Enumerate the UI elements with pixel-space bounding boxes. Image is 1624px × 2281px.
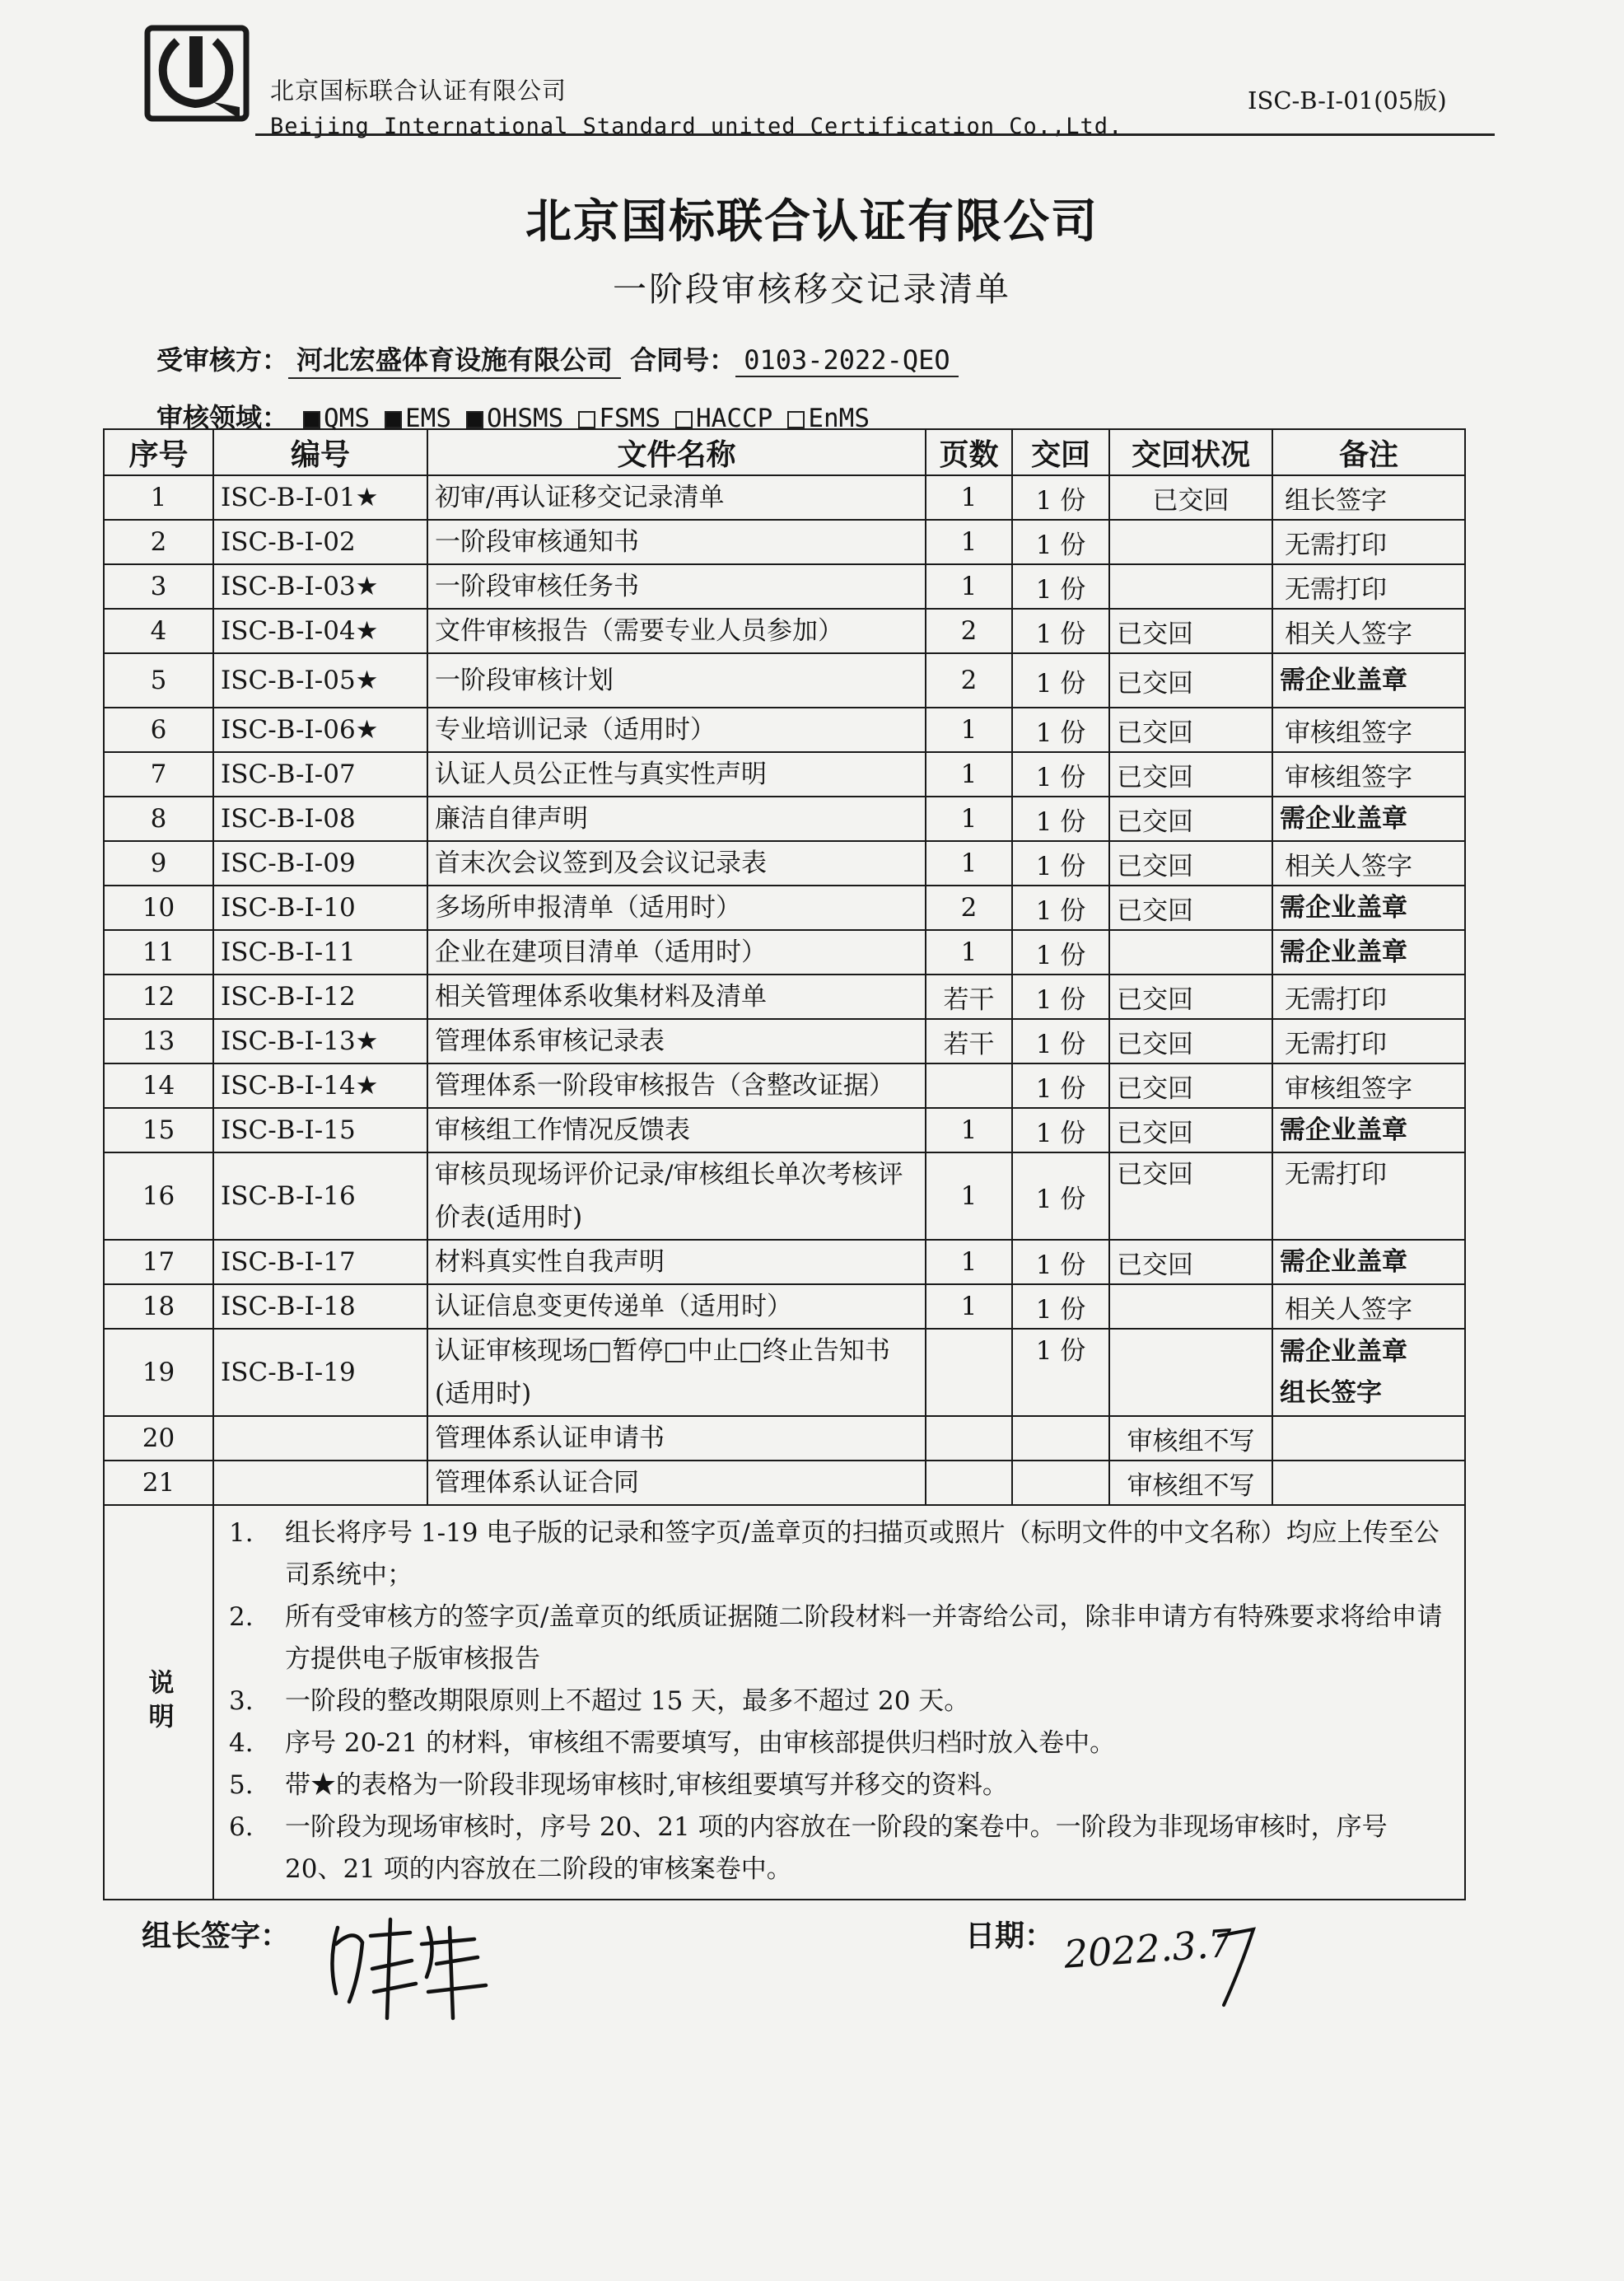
row-no: 1 xyxy=(104,475,213,520)
row-file-name: 审核组工作情况反馈表 xyxy=(427,1108,926,1152)
document-code: ISC-B-I-01(05版) xyxy=(1248,86,1447,115)
note-item: 3. 一阶段的整改期限原则上不超过 15 天，最多不超过 20 天。 xyxy=(229,1686,970,1716)
table-row xyxy=(104,520,1465,564)
table-row xyxy=(104,1240,1465,1284)
row-note: 需企业盖章 组长签字 xyxy=(1272,1329,1465,1416)
row-note xyxy=(1272,1461,1465,1505)
header-note: 备注 xyxy=(1272,429,1465,475)
auditee-line xyxy=(156,339,959,379)
table-row xyxy=(104,475,1465,520)
row-code: ISC-B-I-17 xyxy=(213,1240,427,1284)
header-name: 文件名称 xyxy=(427,429,926,475)
row-file-name: 一阶段审核计划 xyxy=(427,653,926,708)
domain-label-text: OHSMS xyxy=(487,404,564,433)
row-returned: 1 份 xyxy=(1012,1329,1109,1416)
row-code: ISC-B-I-02 xyxy=(213,520,427,564)
row-pages: 1 xyxy=(926,1108,1012,1152)
row-pages xyxy=(926,1063,1012,1108)
row-returned: 1 份 xyxy=(1012,841,1109,886)
row-note: 审核组签字 xyxy=(1272,1063,1465,1108)
row-no: 8 xyxy=(104,797,213,841)
row-code: ISC-B-I-18 xyxy=(213,1284,427,1329)
row-status: 已交回 xyxy=(1109,797,1272,841)
row-note: 无需打印 xyxy=(1272,1152,1465,1240)
row-status: 已交回 xyxy=(1109,1240,1272,1284)
row-no: 4 xyxy=(104,609,213,653)
row-no: 13 xyxy=(104,1019,213,1063)
row-returned: 1 份 xyxy=(1012,752,1109,797)
row-note: 无需打印 xyxy=(1272,564,1465,609)
row-returned: 1 份 xyxy=(1012,564,1109,609)
row-code: ISC-B-I-03★ xyxy=(213,564,427,609)
row-no: 21 xyxy=(104,1461,213,1505)
row-no: 5 xyxy=(104,653,213,708)
note-item: 5. 带★的表格为一阶段非现场审核时,审核组要填写并移交的资料。 xyxy=(229,1770,1008,1800)
row-code: ISC-B-I-01★ xyxy=(213,475,427,520)
domain-label-text: EnMS xyxy=(808,404,870,433)
row-status: 已交回 xyxy=(1109,975,1272,1019)
row-pages: 1 xyxy=(926,1152,1012,1240)
row-file-name: 首末次会议签到及会议记录表 xyxy=(427,841,926,886)
checked-box-icon xyxy=(466,411,483,428)
row-code: ISC-B-I-15 xyxy=(213,1108,427,1152)
table-row xyxy=(104,930,1465,975)
checked-box-icon xyxy=(303,411,320,428)
row-file-name: 初审/再认证移交记录清单 xyxy=(427,475,926,520)
row-returned: 1 份 xyxy=(1012,975,1109,1019)
row-pages: 1 xyxy=(926,475,1012,520)
row-file-name: 廉洁自律声明 xyxy=(427,797,926,841)
row-no: 12 xyxy=(104,975,213,1019)
row-file-name: 相关管理体系收集材料及清单 xyxy=(427,975,926,1019)
row-returned: 1 份 xyxy=(1012,1019,1109,1063)
notes-row xyxy=(104,1505,1465,1900)
row-file-name: 文件审核报告（需要专业人员参加） xyxy=(427,609,926,653)
row-returned: 1 份 xyxy=(1012,797,1109,841)
row-status: 已交回 xyxy=(1109,1019,1272,1063)
row-file-name: 企业在建项目清单（适用时） xyxy=(427,930,926,975)
row-note: 审核组签字 xyxy=(1272,708,1465,752)
row-note: 需企业盖章 xyxy=(1272,1240,1465,1284)
row-pages: 1 xyxy=(926,752,1012,797)
row-code: ISC-B-I-16 xyxy=(213,1152,427,1240)
row-no: 2 xyxy=(104,520,213,564)
row-returned xyxy=(1012,1461,1109,1505)
leader-sign-label: 组长签字： xyxy=(142,1919,291,1953)
row-note: 需企业盖章 xyxy=(1272,1108,1465,1152)
row-returned: 1 份 xyxy=(1012,653,1109,708)
row-note: 需企业盖章 xyxy=(1272,886,1465,930)
row-status: 已交回 xyxy=(1109,653,1272,708)
header-no: 序号 xyxy=(104,429,213,475)
row-pages: 1 xyxy=(926,520,1012,564)
unchecked-box-icon xyxy=(675,411,693,428)
row-no: 3 xyxy=(104,564,213,609)
row-returned: 1 份 xyxy=(1012,1108,1109,1152)
table-row xyxy=(104,1461,1465,1505)
row-code: ISC-B-I-19 xyxy=(213,1329,427,1416)
table-row xyxy=(104,564,1465,609)
header-status: 交回状况 xyxy=(1109,429,1272,475)
row-returned: 1 份 xyxy=(1012,1284,1109,1329)
row-code: ISC-B-I-08 xyxy=(213,797,427,841)
domain-label-text: QMS xyxy=(324,404,371,433)
row-status xyxy=(1109,930,1272,975)
note-item: 6. 一阶段为现场审核时，序号 20、21 项的内容放在一阶段的案卷中。一阶段为非现场审核时，序号 20、21 项的内容放在二阶段的审核案卷中。 xyxy=(229,1812,1388,1884)
row-file-name: 审核员现场评价记录/审核组长单次考核评价表(适用时) xyxy=(427,1152,926,1240)
page-subtitle: 一阶段审核移交记录清单 xyxy=(613,269,1011,309)
row-returned: 1 份 xyxy=(1012,1063,1109,1108)
row-returned xyxy=(1012,1416,1109,1461)
row-no: 18 xyxy=(104,1284,213,1329)
row-file-name: 材料真实性自我声明 xyxy=(427,1240,926,1284)
row-returned: 1 份 xyxy=(1012,708,1109,752)
row-file-name: 管理体系一阶段审核报告（含整改证据） xyxy=(427,1063,926,1108)
domain-label-text: EMS xyxy=(405,404,452,433)
row-no: 16 xyxy=(104,1152,213,1240)
row-returned: 1 份 xyxy=(1012,1240,1109,1284)
unchecked-box-icon xyxy=(787,411,805,428)
row-code: ISC-B-I-13★ xyxy=(213,1019,427,1063)
table-header-row xyxy=(104,429,1465,475)
note-item: 4. 序号 20-21 的材料，审核组不需要填写，由审核部提供归档时放入卷中。 xyxy=(229,1728,1116,1758)
row-no: 9 xyxy=(104,841,213,886)
row-pages: 2 xyxy=(926,609,1012,653)
row-returned: 1 份 xyxy=(1012,609,1109,653)
row-note: 无需打印 xyxy=(1272,975,1465,1019)
row-status xyxy=(1109,1329,1272,1416)
contract-label: 合同号： xyxy=(630,344,736,376)
table-row xyxy=(104,1284,1465,1329)
row-code xyxy=(213,1416,427,1461)
row-status: 审核组不写 xyxy=(1109,1416,1272,1461)
row-pages: 1 xyxy=(926,797,1012,841)
header-pages: 页数 xyxy=(926,429,1012,475)
row-pages: 1 xyxy=(926,841,1012,886)
row-note: 无需打印 xyxy=(1272,520,1465,564)
row-code: ISC-B-I-07 xyxy=(213,752,427,797)
table-row xyxy=(104,841,1465,886)
row-code: ISC-B-I-10 xyxy=(213,886,427,930)
header-divider xyxy=(255,133,1495,136)
checked-box-icon xyxy=(385,411,402,428)
unchecked-box-icon xyxy=(578,411,595,428)
row-file-name: 一阶段审核通知书 xyxy=(427,520,926,564)
row-status: 已交回 xyxy=(1109,886,1272,930)
table-row xyxy=(104,1063,1465,1108)
header-return: 交回 xyxy=(1012,429,1109,475)
table-row xyxy=(104,975,1465,1019)
row-pages: 2 xyxy=(926,886,1012,930)
row-no: 6 xyxy=(104,708,213,752)
row-file-name: 认证审核现场□暂停□中止□终止告知书(适用时) xyxy=(427,1329,926,1416)
company-logo-icon xyxy=(144,25,250,122)
row-no: 10 xyxy=(104,886,213,930)
note-item: 2. 所有受审核方的签字页/盖章页的纸质证据随二阶段材料一并寄给公司，除非申请方有特殊要求将给申请方提供电子版审核报告 xyxy=(229,1602,1443,1674)
leader-signature xyxy=(313,1895,502,2026)
row-status: 已交回 xyxy=(1109,609,1272,653)
row-status: 已交回 xyxy=(1109,708,1272,752)
table-row xyxy=(104,752,1465,797)
domain-label-text: HACCP xyxy=(696,404,773,433)
row-note: 相关人签字 xyxy=(1272,609,1465,653)
row-status: 已交回 xyxy=(1109,1108,1272,1152)
row-pages xyxy=(926,1461,1012,1505)
table-row xyxy=(104,1329,1465,1416)
contract-value: 0103-2022-QEO xyxy=(735,344,958,377)
row-no: 20 xyxy=(104,1416,213,1461)
page-title: 北京国标联合认证有限公司 xyxy=(525,195,1099,249)
table-row xyxy=(104,1152,1465,1240)
table-row xyxy=(104,708,1465,752)
row-file-name: 管理体系审核记录表 xyxy=(427,1019,926,1063)
row-note: 审核组签字 xyxy=(1272,752,1465,797)
row-code: ISC-B-I-05★ xyxy=(213,653,427,708)
row-file-name: 认证信息变更传递单（适用时） xyxy=(427,1284,926,1329)
auditee-value: 河北宏盛体育设施有限公司 xyxy=(288,339,621,379)
company-name-en: Beijing International Standard united Certification Co.,Ltd. xyxy=(270,114,1123,139)
handwritten-date xyxy=(1062,1903,1260,2010)
row-returned: 1 份 xyxy=(1012,930,1109,975)
row-status xyxy=(1109,1284,1272,1329)
row-pages xyxy=(926,1416,1012,1461)
table-row xyxy=(104,609,1465,653)
row-code: ISC-B-I-12 xyxy=(213,975,427,1019)
row-note: 组长签字 xyxy=(1272,475,1465,520)
row-code: ISC-B-I-04★ xyxy=(213,609,427,653)
row-status: 已交回 xyxy=(1109,475,1272,520)
row-no: 11 xyxy=(104,930,213,975)
row-no: 17 xyxy=(104,1240,213,1284)
header-code: 编号 xyxy=(213,429,427,475)
row-status: 审核组不写 xyxy=(1109,1461,1272,1505)
row-file-name: 认证人员公正性与真实性声明 xyxy=(427,752,926,797)
row-file-name: 管理体系认证合同 xyxy=(427,1461,926,1505)
company-name-cn: 北京国标联合认证有限公司 xyxy=(270,77,567,105)
row-pages: 2 xyxy=(926,653,1012,708)
row-returned: 1 份 xyxy=(1012,475,1109,520)
transfer-record-table xyxy=(103,428,1466,1900)
row-pages: 若干 xyxy=(926,975,1012,1019)
row-note: 无需打印 xyxy=(1272,1019,1465,1063)
row-note xyxy=(1272,1416,1465,1461)
row-status xyxy=(1109,564,1272,609)
row-pages: 1 xyxy=(926,564,1012,609)
row-code: ISC-B-I-11 xyxy=(213,930,427,975)
row-note: 相关人签字 xyxy=(1272,1284,1465,1329)
row-status: 已交回 xyxy=(1109,1063,1272,1108)
note-item: 1. 组长将序号 1-19 电子版的记录和签字页/盖章页的扫描页或照片（标明文件的中文名称）均应上传至公司系统中； xyxy=(229,1518,1440,1590)
row-pages xyxy=(926,1329,1012,1416)
row-status: 已交回 xyxy=(1109,841,1272,886)
domain-label: 审核领域： xyxy=(156,402,289,433)
table-row xyxy=(104,1019,1465,1063)
table-row xyxy=(104,886,1465,930)
row-note: 需企业盖章 xyxy=(1272,653,1465,708)
row-file-name: 一阶段审核任务书 xyxy=(427,564,926,609)
row-code xyxy=(213,1461,427,1505)
row-code: ISC-B-I-14★ xyxy=(213,1063,427,1108)
date-label: 日期： xyxy=(965,1919,1055,1953)
row-file-name: 管理体系认证申请书 xyxy=(427,1416,926,1461)
table-row xyxy=(104,1416,1465,1461)
auditee-label: 受审核方： xyxy=(156,344,289,376)
svg-text:2022.3.7: 2022.3.7 xyxy=(1062,1920,1234,1977)
row-returned: 1 份 xyxy=(1012,520,1109,564)
row-no: 14 xyxy=(104,1063,213,1108)
domain-label-text: FSMS xyxy=(599,404,660,433)
row-no: 19 xyxy=(104,1329,213,1416)
table-row xyxy=(104,1108,1465,1152)
row-note: 需企业盖章 xyxy=(1272,930,1465,975)
row-status: 已交回 xyxy=(1109,752,1272,797)
row-note: 需企业盖章 xyxy=(1272,797,1465,841)
row-pages: 1 xyxy=(926,930,1012,975)
row-returned: 1 份 xyxy=(1012,886,1109,930)
row-no: 7 xyxy=(104,752,213,797)
row-pages: 1 xyxy=(926,1284,1012,1329)
row-file-name: 多场所申报清单（适用时） xyxy=(427,886,926,930)
row-returned: 1 份 xyxy=(1012,1152,1109,1240)
notes-content xyxy=(213,1505,1465,1900)
notes-label: 说明 xyxy=(104,1505,213,1900)
row-file-name: 专业培训记录（适用时） xyxy=(427,708,926,752)
row-no: 15 xyxy=(104,1108,213,1152)
row-pages: 1 xyxy=(926,708,1012,752)
table-row xyxy=(104,797,1465,841)
row-note: 相关人签字 xyxy=(1272,841,1465,886)
row-status: 已交回 xyxy=(1109,1152,1272,1240)
row-code: ISC-B-I-09 xyxy=(213,841,427,886)
row-status xyxy=(1109,520,1272,564)
row-pages: 1 xyxy=(926,1240,1012,1284)
table-row xyxy=(104,653,1465,708)
row-pages: 若干 xyxy=(926,1019,1012,1063)
row-code: ISC-B-I-06★ xyxy=(213,708,427,752)
